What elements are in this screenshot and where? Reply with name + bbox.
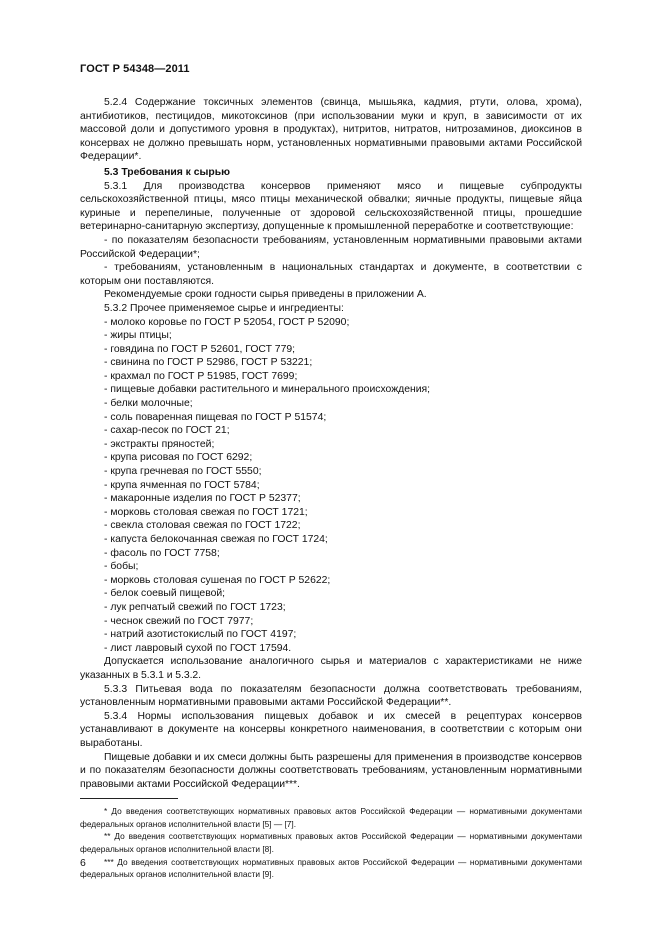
list-item: - морковь столовая сушеная по ГОСТ Р 52622;: [104, 574, 331, 586]
list-item: - крупа ячменная по ГОСТ 5784;: [104, 479, 260, 491]
paragraph-5-2-4: 5.2.4 Содержание токсичных элементов (свинца, мышьяка, кадмия, ртути, олова, хрома), антибиотиков, пестицидов, микотоксинов (при использовании муки и круп, в зависимости от их массовой доли и допустимого уровня в продуктах), нитритов, нитратов, нитрозаминов, диоксинов в консервах не должно превышать норм, установленных нормативными правовыми актами Российской Федерации*.: [80, 97, 582, 163]
list-item: - лист лавровый сухой по ГОСТ 17594.: [104, 642, 292, 654]
list-item: - крупа гречневая по ГОСТ 5550;: [104, 466, 262, 478]
paragraph-5-3-1: 5.3.1 Для производства консервов применяют мясо и пищевые субпродукты сельскохозяйственной птицы, мясо птицы механической обвалки; яичные продукты, пищевые яйца куриные и перепелиные, полученные от здоровой сельскохозяйственной птицы, прошедшие ветеринарно-санитарную экспертизу, допущенные к промышленной переработке и соответствующие:: [80, 180, 582, 233]
list-item: - макаронные изделия по ГОСТ Р 52377;: [104, 493, 301, 505]
list-item: - экстракты пряностей;: [104, 438, 215, 450]
allowance-note: Допускается использование аналогичного сырья и материалов с характеристиками не ниже указанных в 5.3.1 и 5.3.2.: [80, 656, 582, 681]
list-item: - морковь столовая свежая по ГОСТ 1721;: [104, 506, 308, 518]
paragraph-5-3-3: 5.3.3 Питьевая вода по показателям безопасности должна соответствовать требованиям, установленным нормативными правовыми актами Российской Федерации**.: [80, 683, 582, 709]
list-item: - крупа рисовая по ГОСТ 6292;: [104, 452, 253, 464]
paragraph-5-3-2: 5.3.2 Прочее применяемое сырье и ингредиенты:: [104, 302, 344, 314]
list-item: - натрий азотистокислый по ГОСТ 4197;: [104, 629, 297, 641]
dash-item-safety: - по показателям безопасности требованиям, установленным нормативными правовыми актами Российской Федерации*;: [80, 234, 582, 260]
footnote-1: * До введения соответствующих нормативных правовых актов Российской Федерации — нормативными документами федеральных органов исполнительной власти [5] — [7].: [80, 806, 582, 829]
list-item: - жиры птицы;: [104, 330, 172, 342]
list-item: - крахмал по ГОСТ Р 51985, ГОСТ 7699;: [104, 370, 298, 382]
list-item: - свекла столовая свежая по ГОСТ 1722;: [104, 520, 301, 532]
section-heading-5-3: 5.3 Требования к сырью: [104, 166, 231, 178]
list-item: - лук репчатый свежий по ГОСТ 1723;: [104, 601, 286, 613]
ingredients-list: [80, 316, 582, 656]
list-item: - свинина по ГОСТ Р 52986, ГОСТ Р 53221;: [104, 357, 313, 369]
paragraph-5-3-4: 5.3.4 Нормы использования пищевых добавок и их смесей в рецептурах консервов устанавливают в документе на консервы конкретного наименования, в соответствии с которым они выработаны.: [80, 710, 582, 749]
list-item: - капуста белокочанная свежая по ГОСТ 1724;: [104, 534, 328, 545]
document-body: [80, 96, 582, 881]
list-item: - чеснок свежий по ГОСТ 7977;: [104, 615, 254, 627]
footnote-3: *** До введения соответствующих нормативных правовых актов Российской Федерации — нормативными документами федеральных органов исполнительной власти [9].: [80, 856, 582, 880]
list-item: - пищевые добавки растительного и минерального происхождения;: [104, 384, 431, 396]
footnote-2: ** До введения соответствующих нормативных правовых актов Российской Федерации — нормативными документами федеральных органов исполнительной власти [8].: [80, 831, 582, 855]
list-item: - сахар-песок по ГОСТ 21;: [104, 425, 230, 437]
list-item: - бобы;: [104, 561, 139, 573]
list-item: - молоко коровье по ГОСТ Р 52054, ГОСТ Р 52090;: [104, 316, 350, 328]
additives-paragraph: Пищевые добавки и их смеси должны быть разрешены для применения в производстве консервов и по показателям безопасности должны соответствовать требованиям, установленным нормативными правовыми актами Российской Федерации***.: [80, 751, 582, 790]
recommendation-note: Рекомендуемые сроки годности сырья приведены в приложении А.: [104, 289, 427, 301]
list-item: - говядина по ГОСТ Р 52601, ГОСТ 779;: [104, 343, 296, 355]
list-item: - белок соевый пищевой;: [104, 588, 226, 600]
list-item: - фасоль по ГОСТ 7758;: [104, 547, 220, 559]
list-item: - соль поваренная пищевая по ГОСТ Р 51574;: [104, 411, 327, 423]
page-number: 6: [80, 857, 86, 869]
dash-item-standards: - требованиям, установленным в национальных стандартах и документе, в соответствии с которым они поставляются.: [80, 262, 582, 287]
list-item: - белки молочные;: [104, 398, 193, 410]
document-header: ГОСТ Р 54348—2011: [80, 63, 190, 75]
footnote-separator: [80, 798, 178, 799]
